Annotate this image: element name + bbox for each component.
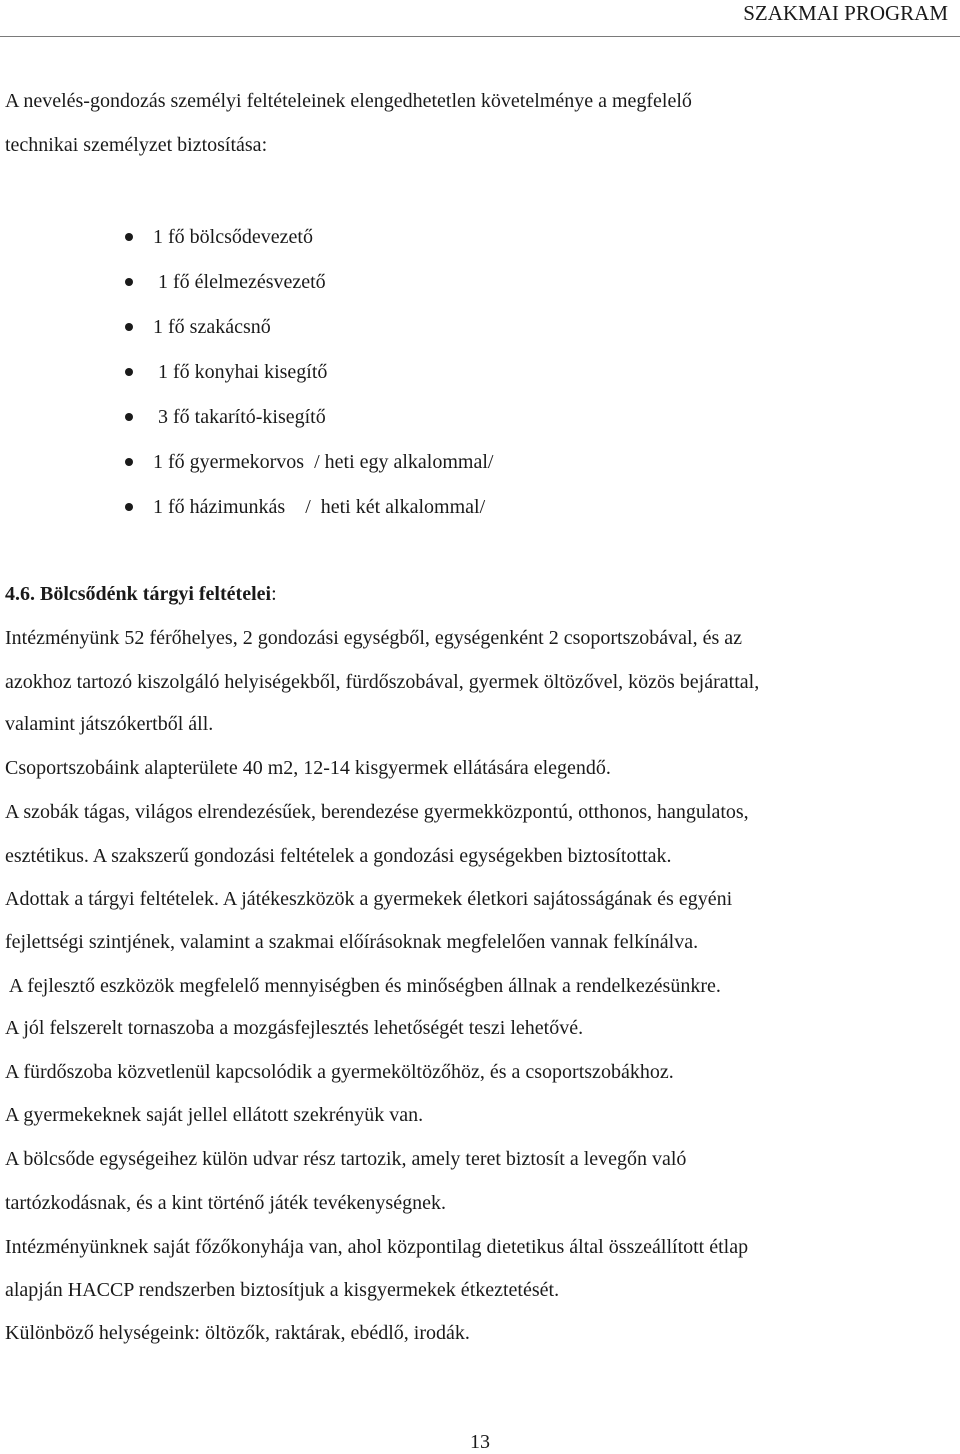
list-item-text: 1 fő házimunkás / heti két alkalommal/ [153, 496, 486, 518]
body-line: A szobák tágas, világos elrendezésűek, berendezése gyermekközpontú, otthonos, hangulatos, [5, 801, 749, 823]
bullet-icon [125, 413, 133, 421]
running-header: SZAKMAI PROGRAM [743, 1, 948, 25]
body-line: alapján HACCP rendszerben biztosítjuk a kisgyermekek étkeztetését. [5, 1279, 560, 1301]
section-colon: : [271, 583, 277, 605]
header-divider [0, 36, 960, 37]
body-line: A bölcsőde egységeihez külön udvar rész tartozik, amely teret biztosít a levegőn való [5, 1148, 687, 1170]
list-item-text: 1 fő konyhai kisegítő [158, 361, 328, 383]
list-item-text: 1 fő gyermekorvos / heti egy alkalommal/ [153, 451, 494, 473]
body-line: fejlettségi szintjének, valamint a szakmai előírásoknak megfelelően vannak felkínálva. [5, 931, 699, 953]
list-item-text: 1 fő élelmezésvezető [158, 271, 326, 293]
body-line: Különböző helységeink: öltözők, raktárak, ebédlő, irodák. [5, 1322, 470, 1344]
body-line: Intézményünknek saját főzőkonyhája van, ahol központilag dietetikus által összeállított étlap [5, 1236, 749, 1258]
intro-line-2: technikai személyzet biztosítása: [5, 134, 268, 156]
bullet-icon [125, 278, 133, 286]
page-number: 13 [470, 1431, 490, 1453]
section-title: Bölcsődénk tárgyi feltételei [40, 583, 272, 605]
body-line: Adottak a tárgyi feltételek. A játékeszközök a gyermekek életkori sajátosságának és egyéni [5, 888, 733, 910]
bullet-icon [125, 503, 133, 511]
body-line: Intézményünk 52 férőhelyes, 2 gondozási egységből, egységenként 2 csoportszobával, és az [5, 627, 742, 649]
section-number: 4.6. [5, 583, 35, 605]
body-line: A fejlesztő eszközök megfelelő mennyiségben és minőségben állnak a rendelkezésünkre. [5, 975, 721, 997]
section-heading [5, 581, 277, 607]
bullet-icon [125, 233, 133, 241]
body-line: A jól felszerelt tornaszoba a mozgásfejlesztés lehetőségét teszi lehetővé. [5, 1017, 584, 1039]
list-item-text: 3 fő takarító-kisegítő [158, 406, 326, 428]
body-line: valamint játszókertből áll. [5, 713, 214, 735]
body-line: A fürdőszoba közvetlenül kapcsolódik a gyermeköltözőhöz, és a csoportszobákhoz. [5, 1061, 674, 1083]
body-line: tartózkodásnak, és a kint történő játék tevékenységnek. [5, 1192, 446, 1214]
list-item-text: 1 fő szakácsnő [153, 316, 271, 338]
body-line: esztétikus. A szakszerű gondozási feltételek a gondozási egységekben biztosítottak. [5, 845, 672, 867]
bullet-icon [125, 368, 133, 376]
bullet-icon [125, 458, 133, 466]
body-line: A gyermekeknek saját jellel ellátott szekrényük van. [5, 1104, 424, 1126]
bullet-icon [125, 323, 133, 331]
body-line: Csoportszobáink alapterülete 40 m2, 12-14 kisgyermek ellátására elegendő. [5, 757, 611, 779]
list-item-text: 1 fő bölcsődevezető [153, 226, 313, 248]
intro-line-1: A nevelés-gondozás személyi feltételeinek elengedhetetlen követelménye a megfelelő [5, 90, 692, 112]
body-line: azokhoz tartozó kiszolgáló helyiségekből, fürdőszobával, gyermek öltözővel, közös bejárattal, [5, 671, 760, 693]
